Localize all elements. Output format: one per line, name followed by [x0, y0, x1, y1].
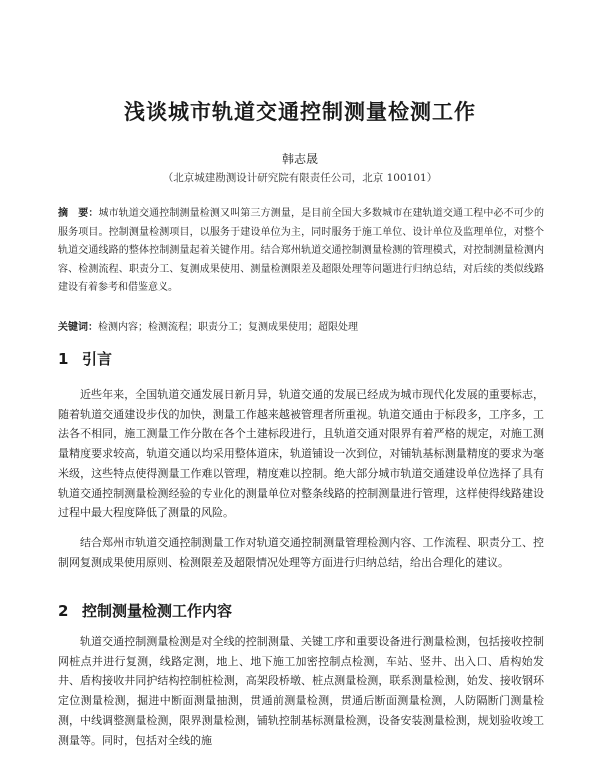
section-1-number: 1: [58, 350, 69, 368]
author-affiliation: （北京城建勘测设计研究院有限责任公司，北京 100101）: [162, 172, 438, 184]
section-1-paragraph-2: 结合郑州市轨道交通控制测量工作对轨道交通控制测量管理检测内容、工作流程、职责分工、控制网复测成果使用原则、检测限差及超限情况处理等方面进行归纳总结，给出合理化的建议。: [58, 536, 544, 569]
section-1-title: 引言: [82, 350, 113, 368]
section-2-number: 2: [58, 602, 69, 620]
section-1-heading: [58, 348, 112, 369]
keywords-label: 关键词：: [58, 322, 98, 333]
keywords: [58, 318, 544, 333]
section-2-paragraph-1: 轨道交通控制测量检测是对全线的控制测量、关键工序和重要设备进行测量检测，包括接收控制网桩点并进行复测，线路定测，地上、地下施工加密控制点检测，车站、竖井、出入口、盾构始发井、盾构接收井同护结构控制桩检测，高架段桥墩、桩点测量检测，联系测量检测，始发、接收钢环定位测量检测，掘进中断面测量抽测，贯通前测量检测，贯通后断面测量检测，人防隔断门测量检测，中线调整测量检测，限界测量检测，铺轨控制基标测量检测，设备安装测量检测，规划验收竣工测量等。同时，包括对全线的施: [58, 635, 544, 747]
paper-title: 浅谈城市轨道交通控制测量检测工作: [124, 100, 476, 124]
author-name: 韩志晟: [281, 152, 318, 166]
section-2-title: 控制测量检测工作内容: [82, 602, 233, 620]
section-2-heading: [58, 600, 232, 621]
abstract-label: 摘 要：: [58, 208, 99, 219]
section-1-paragraph-1: 近些年来，全国轨道交通发展日新月异，轨道交通的发展已经成为城市现代化发展的重要标志，随着轨道交通建设步伐的加快，测量工作越来越被管理者所重视。轨道交通由于标段多，工序多，工法各不相同，施工测量工作分散在各个土建标段进行，且轨道交通对限界有着严格的规定，对施工测量精度要求较高，轨道交通以均采用整体道床，轨道铺设一次到位，对铺轨基标测量精度的要求为毫米级，这些特点使得测量工作难以管理，精度难以控制。绝大部分城市轨道交通建设单位选择了具有轨道交通控制测量检测经验的专业化的测量单位对整条线路的控制测量进行管理，这样使得线路建设过程中最大程度降低了测量的风险。: [58, 388, 544, 520]
abstract-text: 城市轨道交通控制测量检测又叫第三方测量，是目前全国大多数城市在建轨道交通工程中必不可少的服务项目。控制测量检测项目，以服务于建设单位为主，同时服务于施工单位、设计单位及监理单位，对整个轨道交通线路的整体控制测量起着关键作用。结合郑州轨道交通控制测量检测的管理模式，对控制测量检测内容、检测流程、职责分工、复测成果使用、测量检测限差及超限处理等问题进行归纳总结，对后续的类似线路建设有着参考和借鉴意义。: [58, 208, 545, 293]
abstract: [58, 205, 544, 298]
keywords-text: 检测内容；检测流程；职责分工；复测成果使用；超限处理: [98, 322, 358, 333]
